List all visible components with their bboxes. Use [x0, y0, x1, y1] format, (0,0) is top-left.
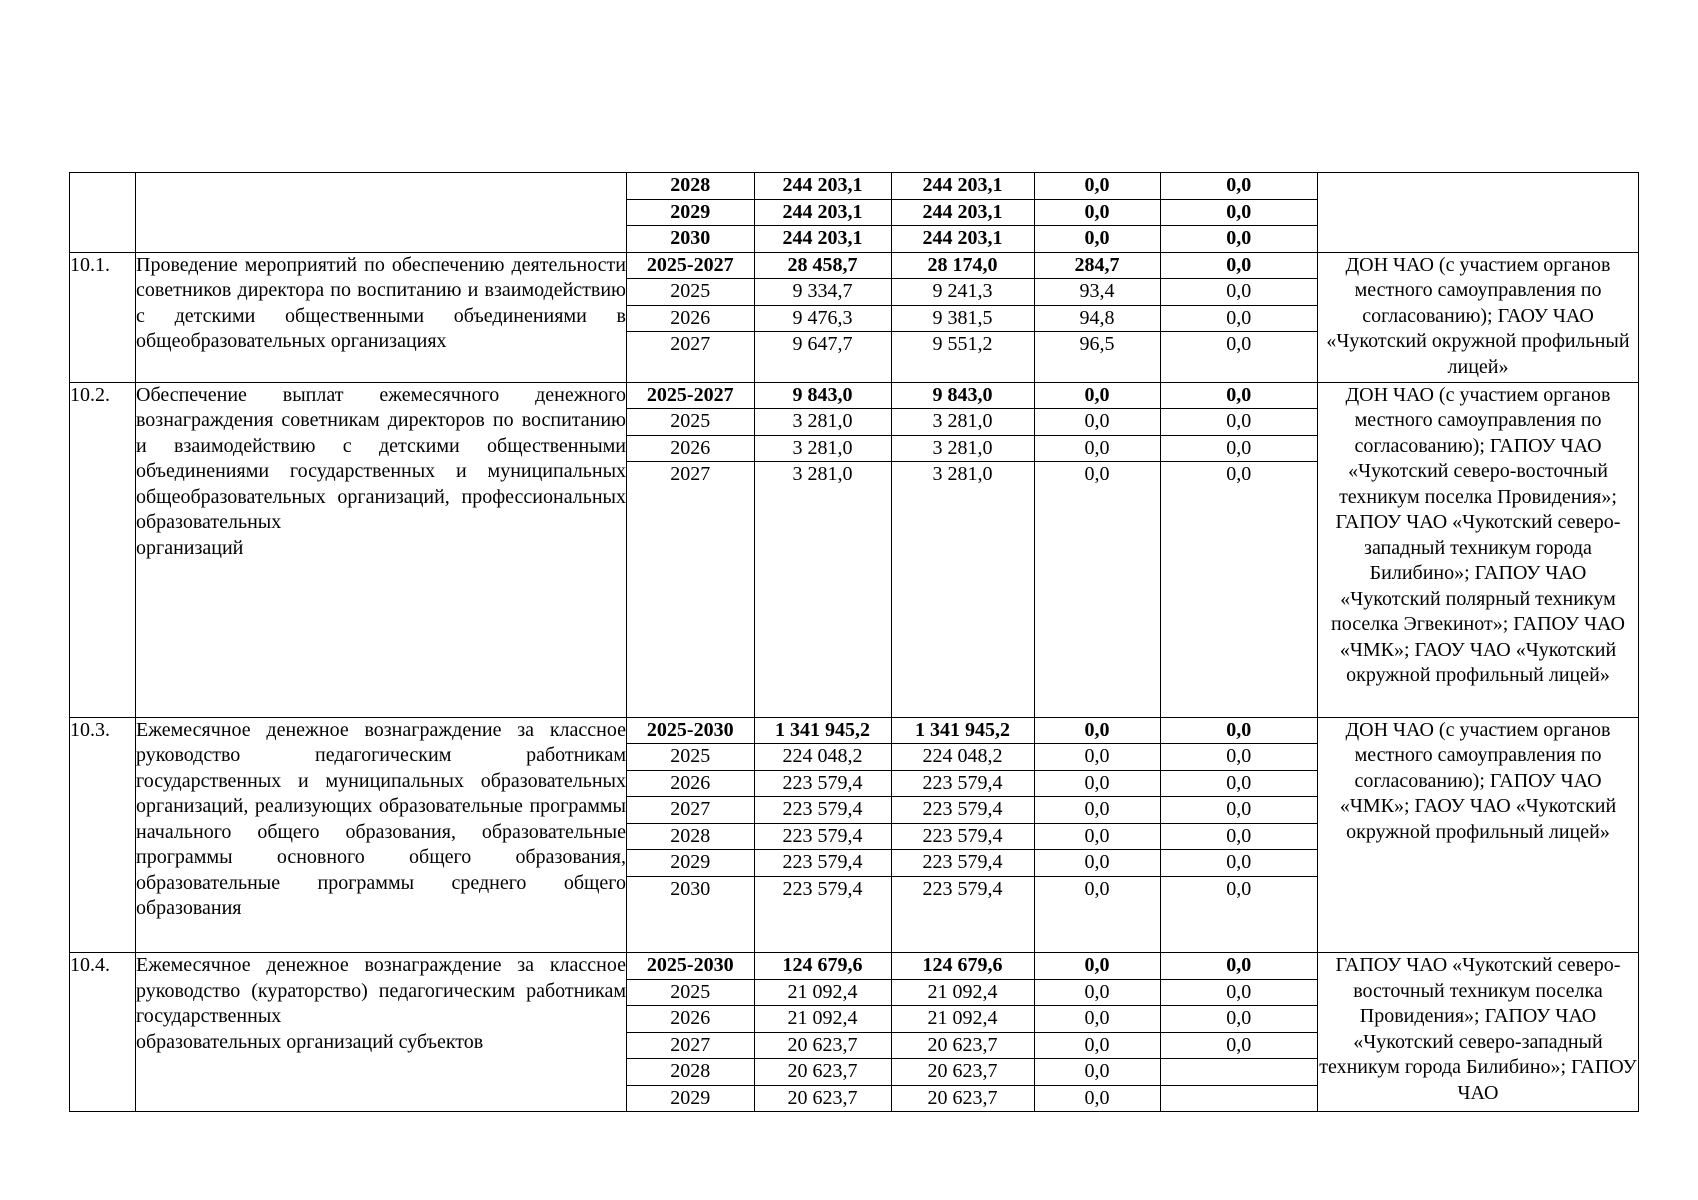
cell-year: 2025-2027: [627, 383, 754, 409]
cell-budget: 244 203,1: [891, 173, 1034, 199]
row-number: 10.4.: [70, 953, 136, 1112]
cell-total: 9 334,7: [754, 279, 891, 306]
cell-year: 2026: [627, 305, 754, 332]
cell-local: 0,0: [1034, 770, 1160, 797]
cell-budget: 20 623,7: [891, 1032, 1034, 1059]
cell-local: 0,0: [1034, 383, 1160, 409]
cell-total: 21 092,4: [754, 979, 891, 1006]
cell-total: 9 476,3: [754, 305, 891, 332]
row-number: 10.1.: [70, 252, 136, 382]
cell-total: 223 579,4: [754, 876, 891, 902]
cell-year: 2027: [670, 333, 711, 355]
cell-total: 28 458,7: [754, 253, 891, 279]
cell-local: 0,0: [1034, 1032, 1160, 1059]
cell-local: 284,7: [1034, 253, 1160, 279]
row-description: [136, 173, 627, 253]
cell-other: [1160, 1085, 1317, 1111]
cell-year: 2028: [627, 1059, 754, 1086]
cell-other: 0,0: [1160, 876, 1317, 902]
cell-other: 0,0: [1160, 462, 1317, 488]
cell-local: 0,0: [1034, 1059, 1160, 1086]
cell-other: 0,0: [1160, 409, 1317, 436]
cell-year: 2025: [627, 979, 754, 1006]
cell-total: 20 623,7: [754, 1032, 891, 1059]
cell-year: 2029: [627, 850, 754, 877]
cell-local: 0,0: [1034, 409, 1160, 436]
cell-total: 21 092,4: [754, 1006, 891, 1033]
cell-other: 0,0: [1160, 305, 1317, 332]
cell-other: 0,0: [1160, 979, 1317, 1006]
year-breakdown: [627, 382, 1318, 717]
cell-year: 2025: [627, 279, 754, 306]
cell-total: 244 203,1: [754, 199, 891, 226]
responsible-executor: ДОН ЧАО (с участием органов местного самоуправления по согласованию); ГАОУ ЧАО «Чукотский окружной профильный лицей»: [1318, 252, 1639, 382]
cell-total: 244 203,1: [754, 173, 891, 199]
cell-total: 223 579,4: [754, 823, 891, 850]
cell-year: 2026: [627, 770, 754, 797]
row-number: 10.3.: [70, 717, 136, 953]
cell-year: 2030: [670, 227, 711, 249]
cell-other: 0,0: [1160, 770, 1317, 797]
cell-total: 20 623,7: [754, 1085, 891, 1111]
cell-total: 223 579,4: [754, 770, 891, 797]
cell-other: 0,0: [1160, 718, 1317, 744]
cell-local: 0,0: [1034, 823, 1160, 850]
cell-budget: 3 281,0: [891, 435, 1034, 462]
cell-budget: 20 623,7: [891, 1085, 1034, 1111]
cell-year: 2026: [627, 435, 754, 462]
description-last-line: образования: [136, 897, 242, 919]
row-description: [136, 953, 627, 1112]
cell-local: 0,0: [1034, 797, 1160, 824]
cell-other: 0,0: [1160, 226, 1317, 252]
cell-other: 0,0: [1160, 1032, 1317, 1059]
cell-local: 0,0: [1034, 850, 1160, 877]
responsible-executor: ДОН ЧАО (с участием органов местного самоуправления по согласованию); ГАПОУ ЧАО «ЧМК»; ГАОУ ЧАО «Чукотский окружной профильный лицей»: [1318, 717, 1639, 953]
cell-year: 2027: [627, 1032, 754, 1059]
description-text: Обеспечение выплат ежемесячного денежного вознаграждения советникам директоров по воспитанию и взаимодействию с детскими общественными объединениями государственных и муниципальных общеобразовательных организаций, профессиональных образовательных: [136, 383, 626, 533]
cell-total: 3 281,0: [754, 409, 891, 436]
cell-local: 0,0: [1034, 1006, 1160, 1033]
cell-other: 0,0: [1160, 744, 1317, 771]
cell-local: 0,0: [1034, 199, 1160, 226]
cell-local: 0,0: [1034, 876, 1160, 902]
table-row-10-3: [70, 717, 1639, 953]
year-breakdown: [627, 717, 1318, 953]
cell-budget: 244 203,1: [891, 199, 1034, 226]
cell-budget: 21 092,4: [891, 1006, 1034, 1033]
cell-budget: 1 341 945,2: [891, 718, 1034, 744]
responsible-executor: [1318, 173, 1639, 253]
cell-total: 20 623,7: [754, 1059, 891, 1086]
cell-other: 0,0: [1160, 953, 1317, 979]
cell-total: 9 843,0: [754, 383, 891, 409]
cell-local: 94,8: [1034, 305, 1160, 332]
cell-local: 0,0: [1034, 953, 1160, 979]
cell-budget: 3 281,0: [891, 462, 1034, 488]
cell-budget: 28 174,0: [891, 253, 1034, 279]
cell-total: 3 281,0: [754, 462, 891, 488]
year-breakdown: [627, 953, 1318, 1112]
cell-other: 0,0: [1160, 823, 1317, 850]
cell-budget: 9 241,3: [891, 279, 1034, 306]
cell-other: 0,0: [1160, 332, 1317, 358]
cell-year: 2030: [670, 877, 711, 900]
cell-other: 0,0: [1160, 383, 1317, 409]
year-breakdown: [627, 173, 1318, 253]
cell-local: 0,0: [1034, 979, 1160, 1006]
cell-budget: 223 579,4: [891, 797, 1034, 824]
table-row-10-4: [70, 953, 1639, 1112]
cell-total: 223 579,4: [754, 850, 891, 877]
cell-year: 2026: [627, 1006, 754, 1033]
cell-local: 0,0: [1034, 435, 1160, 462]
description-text: Ежемесячное денежное вознаграждение за классное руководство (кураторство) педагогическим работникам государственных: [136, 954, 626, 1027]
cell-year: 2025: [627, 744, 754, 771]
cell-budget: 20 623,7: [891, 1059, 1034, 1086]
cell-total: 244 203,1: [754, 226, 891, 252]
cell-local: 0,0: [1034, 173, 1160, 199]
cell-total: 223 579,4: [754, 797, 891, 824]
row-number: [70, 173, 136, 253]
description-text: Ежемесячное денежное вознаграждение за классное руководство педагогическим работникам государственных и муниципальных образовательных организаций, реализующих образовательные программы начального общего образования, образовательные программы основного общего образования, образовательные программы среднего общего: [136, 718, 626, 894]
row-number: 10.2.: [70, 382, 136, 717]
cell-other: 0,0: [1160, 1006, 1317, 1033]
responsible-executor: ГАПОУ ЧАО «Чукотский северо-восточный техникум поселка Провидения»; ГАПОУ ЧАО «Чукотский северо-западный техникум города Билибино»; ГАПОУ ЧАО: [1318, 953, 1639, 1112]
cell-local: 96,5: [1034, 332, 1160, 358]
cell-other: 0,0: [1160, 797, 1317, 824]
cell-other: [1160, 1059, 1317, 1086]
cell-total: 124 679,6: [754, 953, 891, 979]
cell-local: 0,0: [1034, 744, 1160, 771]
cell-local: 0,0: [1034, 1085, 1160, 1111]
cell-local: 0,0: [1034, 462, 1160, 488]
cell-budget: 223 579,4: [891, 823, 1034, 850]
cell-year: 2027: [670, 463, 711, 485]
cell-other: 0,0: [1160, 199, 1317, 226]
cell-other: 0,0: [1160, 173, 1317, 199]
cell-year: 2028: [627, 823, 754, 850]
cell-budget: 3 281,0: [891, 409, 1034, 436]
cell-year: 2025: [627, 409, 754, 436]
responsible-executor: ДОН ЧАО (с участием органов местного самоуправления по согласованию); ГАПОУ ЧАО «Чукотский северо-восточный техникум поселка Провидения»; ГАПОУ ЧАО «Чукотский северо-западный техникум города Билибино»; ГАПОУ ЧАО «Чукотский полярный техникум поселка Эгвекинот»; ГАПОУ ЧАО «ЧМК»; ГАОУ ЧАО «Чукотский окружной профильный лицей»: [1318, 382, 1639, 717]
cell-budget: 9 551,2: [891, 332, 1034, 358]
row-description: [136, 252, 627, 382]
cell-year: 2025-2030: [627, 953, 754, 979]
cell-other: 0,0: [1160, 279, 1317, 306]
cell-year: 2025-2027: [627, 253, 754, 279]
cell-total: 9 647,7: [754, 332, 891, 358]
cell-total: 224 048,2: [754, 744, 891, 771]
cell-year: 2029: [627, 199, 754, 226]
cell-total: 1 341 945,2: [754, 718, 891, 744]
description-last-line: организаций: [136, 536, 244, 559]
funding-table: [69, 172, 1639, 1112]
cell-budget: 9 843,0: [891, 383, 1034, 409]
cell-budget: 223 579,4: [891, 770, 1034, 797]
cell-local: 93,4: [1034, 279, 1160, 306]
cell-local: 0,0: [1034, 718, 1160, 744]
cell-year: 2027: [627, 797, 754, 824]
cell-other: 0,0: [1160, 253, 1317, 279]
cell-year: 2025-2030: [627, 718, 754, 744]
table-row-10-1: [70, 252, 1639, 382]
cell-total: 3 281,0: [754, 435, 891, 462]
cell-budget: 224 048,2: [891, 744, 1034, 771]
cell-year: 2028: [627, 173, 754, 199]
description-last-line: общеобразовательных организациях: [136, 330, 447, 352]
cell-budget: 9 381,5: [891, 305, 1034, 332]
table-row-continuation: [70, 173, 1639, 253]
cell-budget: 223 579,4: [891, 876, 1034, 902]
cell-local: 0,0: [1034, 226, 1160, 252]
cell-budget: 21 092,4: [891, 979, 1034, 1006]
cell-budget: 223 579,4: [891, 850, 1034, 877]
description-text: Проведение мероприятий по обеспечению деятельности советников директора по воспитанию и взаимодействию с детскими общественными объединениями в: [136, 253, 626, 327]
cell-budget: 124 679,6: [891, 953, 1034, 979]
table-row-10-2: [70, 382, 1639, 717]
row-description: [136, 382, 627, 717]
description-last-line: образовательных организаций субъектов: [136, 1030, 484, 1053]
cell-budget: 244 203,1: [891, 226, 1034, 252]
cell-other: 0,0: [1160, 850, 1317, 877]
year-breakdown: [627, 252, 1318, 382]
cell-year: 2029: [670, 1086, 711, 1109]
row-description: [136, 717, 627, 953]
cell-other: 0,0: [1160, 435, 1317, 462]
